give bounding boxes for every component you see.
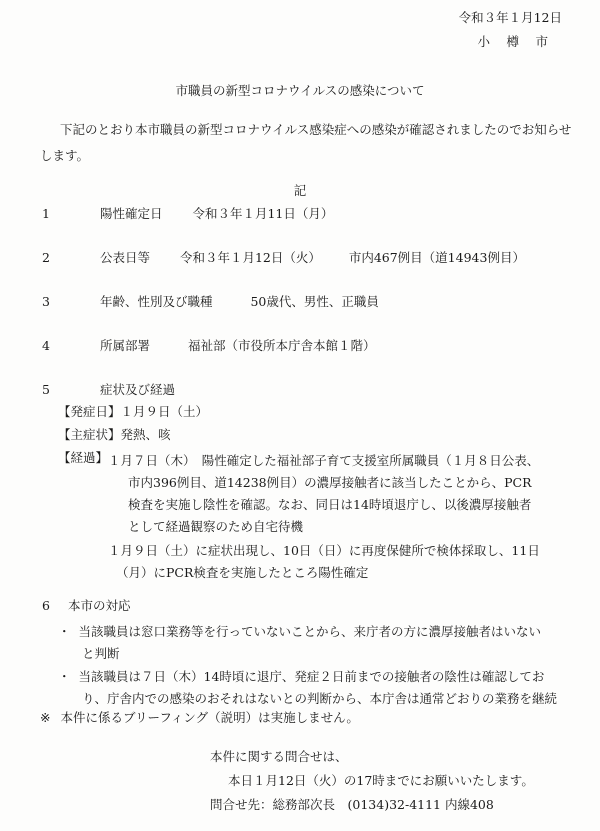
onset-label: 【発症日】	[58, 404, 121, 419]
ki-heading: 記	[293, 183, 307, 198]
symptoms-heading	[42, 382, 175, 398]
course-line: １月７日（木） 陽性確定した福祉部子育て支援室所属職員（１月８日公表、	[108, 453, 540, 468]
onset-value: １月９日（土）	[120, 404, 209, 419]
course-block	[108, 450, 539, 538]
document-title: 市職員の新型コロナウイルスの感染について	[175, 83, 425, 98]
inquiry-contact: 問合せ先：総務部次長 (0134)32-4111 内線408	[210, 797, 494, 812]
item-4	[42, 338, 375, 354]
course-line: （月）にPCR検査を実施したところ陽性確定	[116, 565, 369, 580]
note-row	[40, 710, 359, 726]
response-heading	[42, 598, 131, 614]
item-1	[42, 206, 333, 222]
main-symptom-value: 発熱、咳	[120, 427, 171, 442]
item-number: 1	[42, 206, 50, 221]
item-value: 令和３年１月12日（火）	[179, 250, 321, 265]
main-symptom-row	[58, 427, 171, 443]
item-label: 年齢、性別及び職種	[99, 294, 213, 309]
main-symptom-label: 【主症状】	[58, 427, 121, 442]
bullet-line: り、庁舎内での感染のおそれはないとの判断から、本庁舎は通常どおりの業務を継続	[82, 691, 558, 706]
inquiry-line-1: 本件に関する問合せは、	[210, 749, 348, 764]
course-line: １月９日（土）に症状出現し、10日（日）に再度保健所で検体採取し、11日	[108, 543, 540, 558]
document-issuer: 小 樽 市	[477, 34, 550, 49]
item-number: 2	[42, 250, 50, 265]
course-block-2	[108, 540, 540, 584]
bullet-mark: ・	[58, 624, 71, 639]
bullet-mark: ・	[58, 669, 71, 684]
item-label: 所属部署	[99, 338, 150, 353]
course-line: 市内396例目、道14238例目）の濃厚接触者に該当したことから、PCR	[128, 475, 532, 490]
bullet-line: 当該職員は窓口業務等を行っていないことから、来庁者の方に濃厚接触者はいない	[78, 624, 542, 639]
item-3	[42, 294, 379, 310]
response-bullet-2	[58, 666, 557, 710]
item-number: 5	[42, 382, 50, 397]
item-number: 4	[42, 338, 50, 353]
inquiry-line-2: 本日１月12日（火）の17時までにお願いいたします。	[228, 773, 534, 788]
course-line: として経過観察のため自宅待機	[128, 519, 304, 534]
course-line: 検査を実施し陰性を確認。なお、同日は14時頃退庁し、以後濃厚接触者	[128, 497, 532, 512]
item-2	[42, 250, 525, 266]
onset-row	[58, 404, 208, 420]
course-label: 【経過】	[58, 450, 109, 465]
item-label: 症状及び経過	[99, 382, 175, 397]
intro-paragraph: 下記のとおり本市職員の新型コロナウイルス感染症への感染が確認されましたのでお知らせします。	[40, 122, 572, 163]
response-bullet-1	[58, 621, 541, 665]
item-number: 6	[42, 598, 50, 613]
item-extra: 市内467例目（道14943例目）	[348, 250, 525, 265]
note-mark: ※	[40, 710, 51, 725]
item-value: 福祉部（市役所本庁舎本館１階）	[187, 338, 376, 353]
bullet-line: と判断	[82, 646, 120, 661]
item-label: 陽性確定日	[99, 206, 163, 221]
bullet-line: 当該職員は７日（木）14時頃に退庁、発症２日前までの接触者の陰性は確認してお	[78, 669, 545, 684]
document-date: 令和３年１月12日	[458, 10, 562, 25]
item-value: 令和３年１月11日（月）	[192, 206, 334, 221]
item-label: 公表日等	[99, 250, 150, 265]
note-text: 本件に係るブリーフィング（説明）は実施しません。	[60, 710, 359, 725]
item-number: 3	[42, 294, 50, 309]
item-value: 50歳代、男性、正職員	[250, 294, 379, 309]
item-label: 本市の対応	[67, 598, 131, 613]
